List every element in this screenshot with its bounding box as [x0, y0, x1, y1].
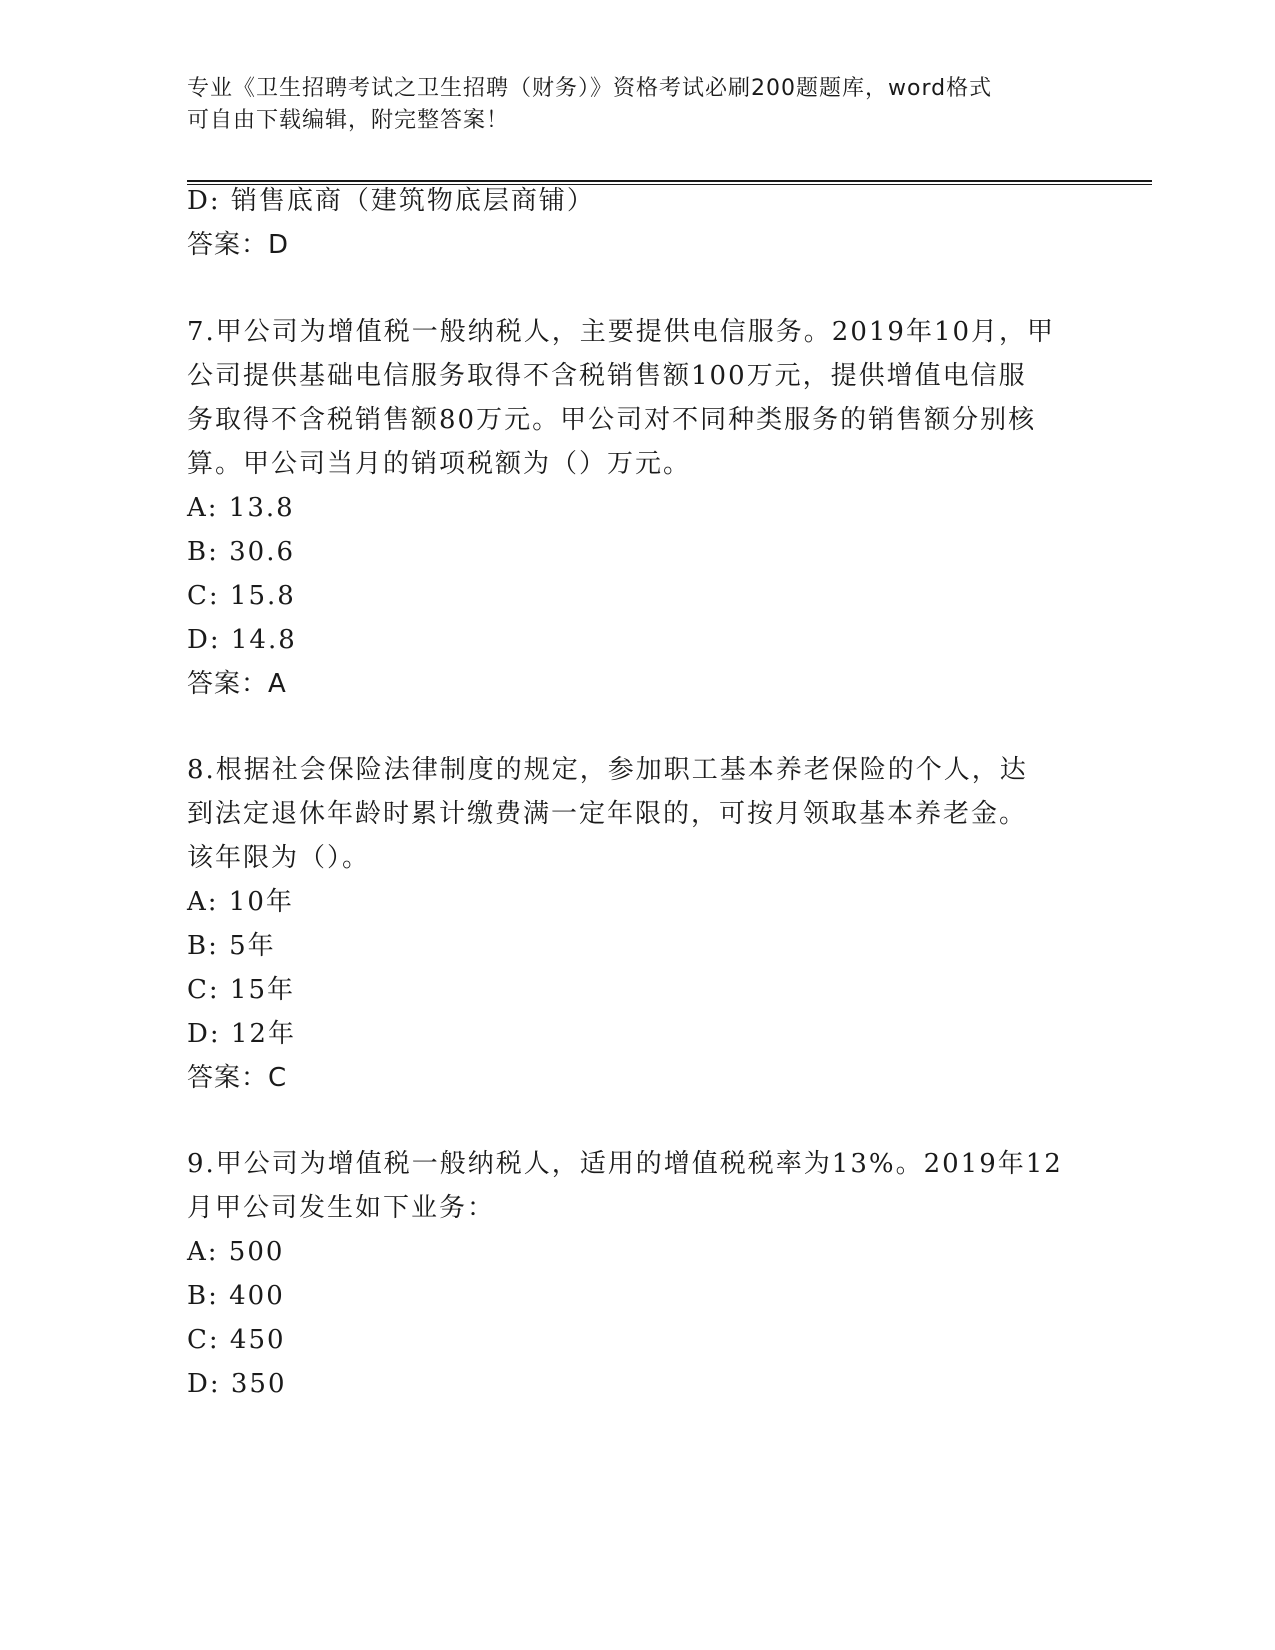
q7-option-c: C: 15.8	[187, 581, 296, 611]
prev-answer: 答案：D	[187, 230, 290, 260]
prev-option-d: D: 销售底商（建筑物底层商铺）	[187, 186, 595, 216]
q8-option-b: B: 5年	[187, 931, 276, 961]
q7-answer: 答案：A	[187, 669, 287, 699]
q8-stem-line-1: 8.根据社会保险法律制度的规定，参加职工基本养老保险的个人，达	[187, 755, 1028, 785]
header-line-1: 专业《卫生招聘考试之卫生招聘（财务）》资格考试必刷200题题库，word格式	[187, 76, 993, 101]
q9-stem-line-2: 月甲公司发生如下业务：	[187, 1193, 496, 1223]
q9-option-d: D: 350	[187, 1369, 287, 1399]
q7-option-d: D: 14.8	[187, 625, 297, 655]
q7-stem-line-2: 公司提供基础电信服务取得不含税销售额100万元，提供增值电信服	[187, 361, 1027, 391]
q9-option-c: C: 450	[187, 1325, 286, 1355]
q9-stem-line-1: 9.甲公司为增值税一般纳税人，适用的增值税税率为13%。2019年12	[187, 1149, 1063, 1179]
q7-stem-line-4: 算。甲公司当月的销项税额为（）万元。	[187, 449, 692, 479]
q8-option-d: D: 12年	[187, 1019, 296, 1049]
q7-stem-line-1: 7.甲公司为增值税一般纳税人，主要提供电信服务。2019年10月，甲	[187, 317, 1056, 347]
q7-stem-line-3: 务取得不含税销售额80万元。甲公司对不同种类服务的销售额分别核	[187, 405, 1037, 435]
q8-option-c: C: 15年	[187, 975, 296, 1005]
q7-option-b: B: 30.6	[187, 537, 296, 567]
header-line-2: 可自由下载编辑，附完整答案！	[187, 108, 510, 133]
document-header	[187, 73, 1087, 137]
q8-answer: 答案：C	[187, 1063, 288, 1093]
q8-stem-line-3: 该年限为（）。	[187, 843, 371, 873]
q7-option-a: A: 13.8	[187, 493, 295, 523]
q8-stem-line-2: 到法定退休年龄时累计缴费满一定年限的，可按月领取基本养老金。	[187, 799, 1028, 829]
q8-option-a: A: 10年	[187, 887, 294, 917]
q9-option-b: B: 400	[187, 1281, 285, 1311]
q9-option-a: A: 500	[187, 1237, 285, 1267]
